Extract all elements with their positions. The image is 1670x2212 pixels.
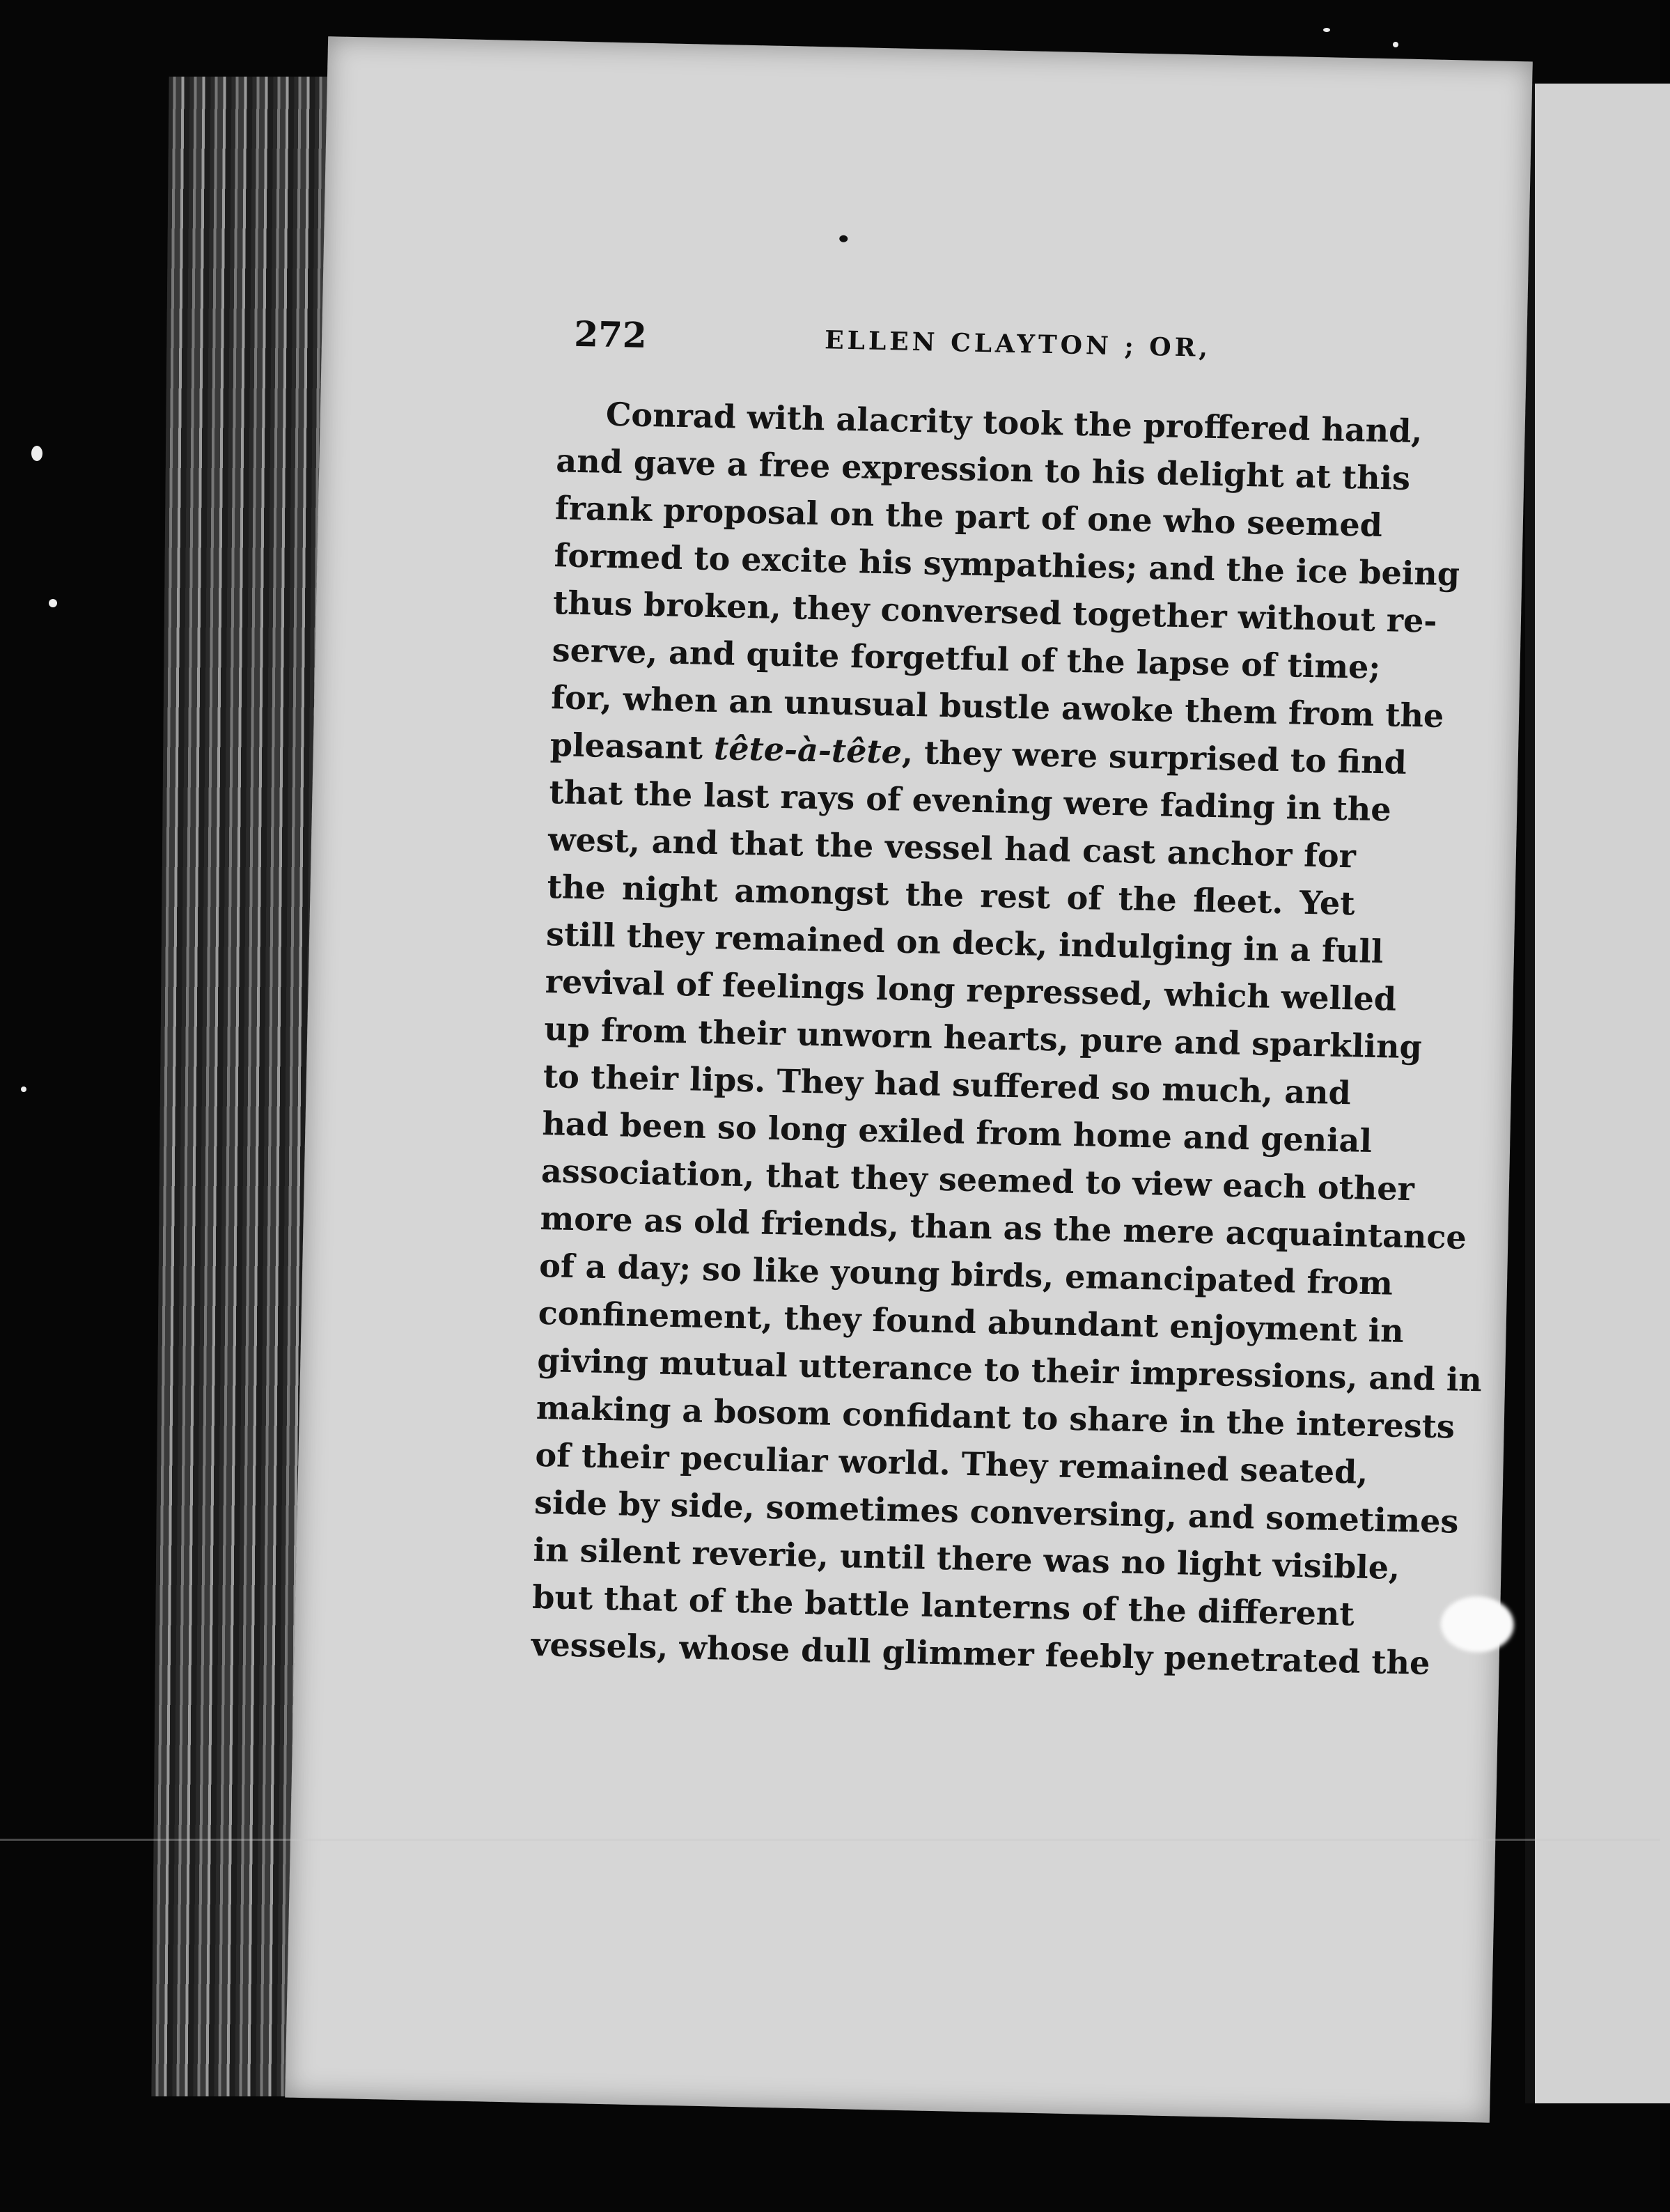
text-line: for, when an unusual bustle awoke them from the bbox=[550, 678, 1444, 735]
text-line: had been so long exiled from home and genial bbox=[541, 1104, 1373, 1160]
running-title: ELLEN CLAYTON ; OR, bbox=[824, 325, 1212, 363]
text-line: thus broken, they conversed together without re- bbox=[552, 584, 1438, 640]
body-text bbox=[531, 389, 1483, 1685]
text-line: vessels, whose dull glimmer feebly penetrated the bbox=[531, 1625, 1430, 1682]
text-line: of a day; so like young birds, emancipated from bbox=[538, 1246, 1394, 1302]
book-page bbox=[285, 36, 1533, 2123]
text-line: pleasant tête-à-tête, they were surprised to find bbox=[549, 726, 1407, 781]
text-line: making a bosom confidant to share in the interests bbox=[536, 1388, 1456, 1446]
dust-speck bbox=[1323, 28, 1330, 32]
text-line: side by side, sometimes conversing, and sometimes bbox=[533, 1483, 1459, 1541]
text-line: and gave a free expression to his delight at this bbox=[555, 442, 1411, 497]
text-line: up from their unworn hearts, pure and sparkling bbox=[543, 1010, 1423, 1066]
dust-speck bbox=[31, 446, 42, 461]
text-line: to their lips. They had suffered so much, and bbox=[543, 1057, 1352, 1112]
text-line: but that of the battle lanterns of the different bbox=[531, 1578, 1355, 1633]
text-line: still they remained on deck, indulging in a full bbox=[545, 915, 1384, 971]
text-line: revival of feelings long repressed, which welled bbox=[545, 963, 1397, 1018]
dust-speck bbox=[49, 599, 57, 607]
text-line: west, and that the vessel had cast anchor for bbox=[547, 820, 1357, 875]
text-line: confinement, they found abundant enjoyment in bbox=[538, 1293, 1405, 1350]
facing-page-edge bbox=[1525, 84, 1670, 2103]
page-number: 272 bbox=[573, 313, 648, 356]
italic-phrase: tête-à-tête bbox=[713, 729, 903, 771]
text-line: giving mutual utterance to their impressions, and in bbox=[536, 1341, 1483, 1399]
text-line: more as old friends, than as the mere acquaintance bbox=[540, 1199, 1467, 1256]
text-line: frank proposal on the part of one who seemed bbox=[554, 489, 1383, 545]
scan-line bbox=[0, 1839, 1660, 1841]
text-line: formed to excite his sympathies; and the ice being bbox=[554, 536, 1460, 593]
ink-speck bbox=[839, 235, 848, 242]
text-line: Conrad with alacrity took the proffered hand, bbox=[605, 395, 1423, 451]
dust-speck bbox=[21, 1086, 26, 1092]
text-line: of their peculiar world. They remained seated, bbox=[535, 1435, 1368, 1491]
text-line: serve, and quite forgetful of the lapse of time; bbox=[552, 631, 1381, 687]
text-line: that the last rays of evening were fading in the bbox=[548, 773, 1392, 829]
dust-speck bbox=[1393, 42, 1398, 47]
text-line: the night amongst the rest of the fleet. Yet bbox=[547, 868, 1355, 923]
text-line: in silent reverie, until there was no light visible, bbox=[533, 1530, 1400, 1587]
text-line: association, that they seemed to view each other bbox=[540, 1151, 1415, 1208]
page-header bbox=[574, 313, 1480, 374]
